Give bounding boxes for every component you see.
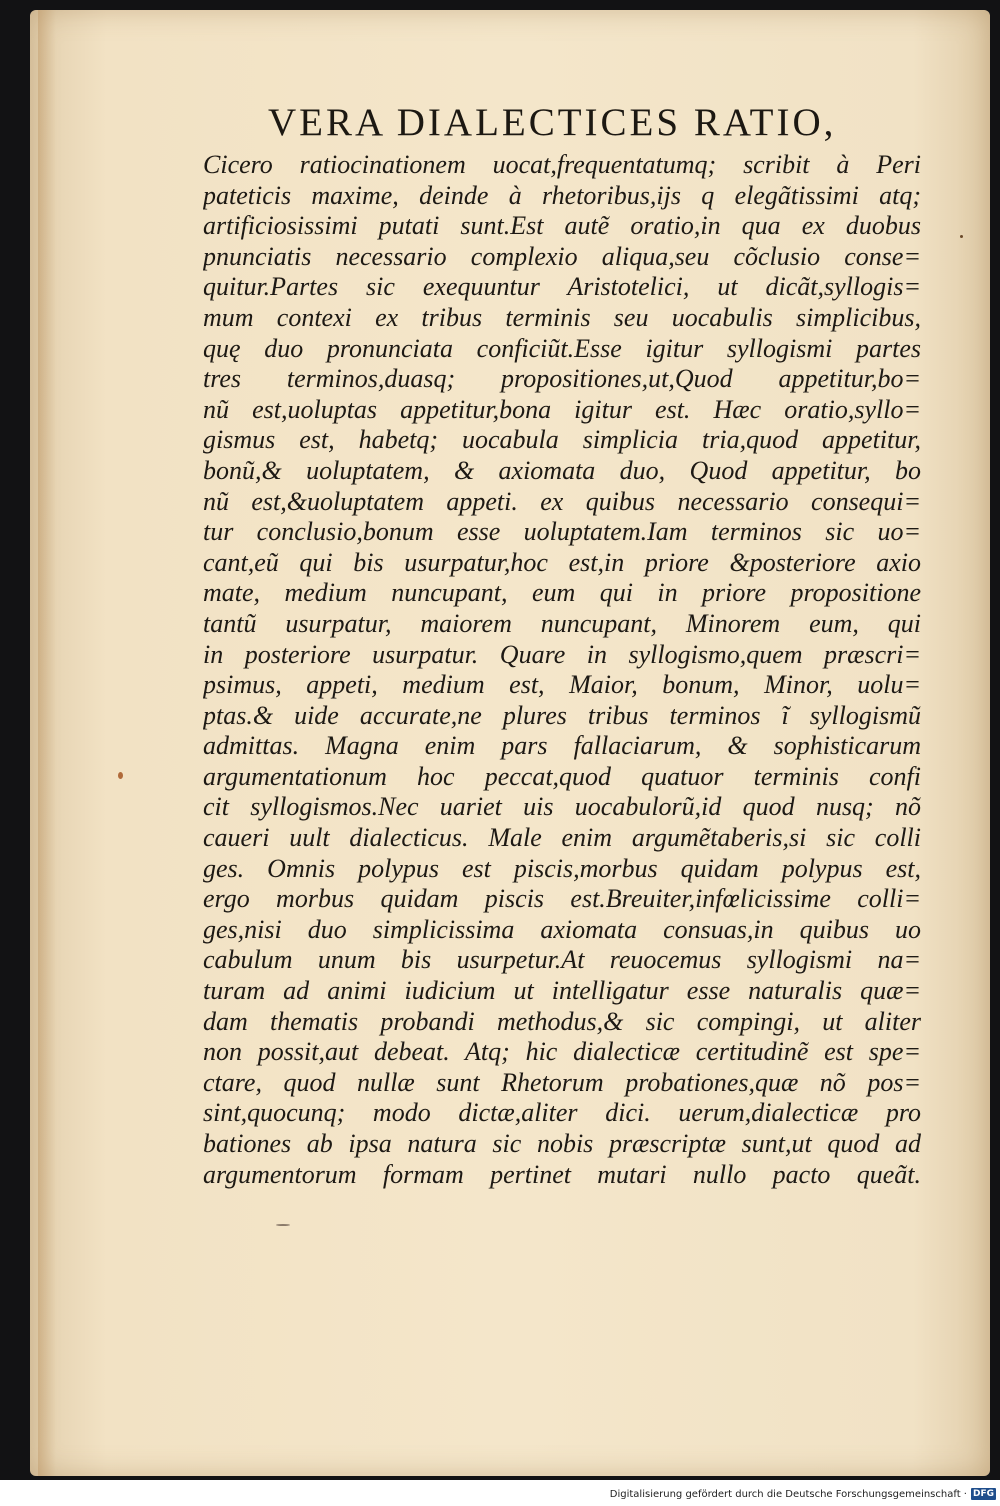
text-line: ges,nisi duo simplicissima axiomata consuas,in quibus uo: [203, 914, 921, 944]
text-line: psimus, appeti, medium est, Maior, bonum, Minor, uolu=: [203, 670, 921, 700]
text-line: non possit,aut debeat. Atq; hic dialecticæ certitudinẽ est spe=: [203, 1037, 921, 1067]
dfg-logo: DFG: [972, 1489, 994, 1499]
text-line: quę duo pronunciata conficiũt.Esse igitur syllogismi partes: [203, 333, 921, 363]
text-line: ges. Omnis polypus est piscis,morbus quidam polypus est,: [203, 853, 921, 883]
text-line: ptas.& uide accurate,ne plures tribus terminos ĩ syllogismũ: [203, 700, 921, 730]
text-line: ergo morbus quidam piscis est.Breuiter,infœlicissime colli=: [203, 884, 921, 914]
text-line: pnunciatis necessario complexio aliqua,seu cõclusio conse=: [203, 241, 921, 271]
text-line: turam ad animi iudicium ut intelligatur esse naturalis quæ=: [203, 976, 921, 1006]
text-line: cabulum unum bis usurpetur.At reuocemus syllogismi na=: [203, 945, 921, 975]
text-line: mum contexi ex tribus terminis seu uocabulis simplicibus,: [203, 302, 921, 332]
text-line: tur conclusio,bonum esse uoluptatem.Iam terminos sic uo=: [203, 517, 921, 547]
text-line: quitur.Partes sic exequuntur Aristotelici, ut dicãt,syllogis=: [203, 272, 921, 302]
text-line: argumentationum hoc peccat,quod quatuor terminis confi: [203, 761, 921, 791]
text-line: bonũ,& uoluptatem, & axiomata duo, Quod appetitur, bo: [203, 455, 921, 485]
text-line: mate, medium nuncupant, eum qui in priore propositione: [203, 578, 921, 608]
text-line: argumentorum formam pertinet mutari nullo pacto queãt.: [203, 1159, 921, 1189]
text-line: sint,quocunq; modo dictæ,aliter dici. uerum,dialecticæ pro: [203, 1098, 921, 1128]
text-line: pateticis maxime, deinde à rhetoribus,ijs q elegãtissimi atq;: [203, 180, 921, 210]
ink-speck: [118, 772, 123, 779]
digitization-credit: Digitalisierung gefördert durch die Deutsche Forschungsgemeinschaft ·: [609, 1488, 967, 1500]
text-line: nũ est,uoluptas appetitur,bona igitur est. Hæc oratio,syllo=: [203, 394, 921, 424]
text-line: ctare, quod nullæ sunt Rhetorum probationes,quæ nõ pos=: [203, 1067, 921, 1097]
ink-speck: [960, 235, 963, 238]
digitization-footer: [0, 1486, 996, 1502]
text-line: admittas. Magna enim pars fallaciarum, & sophisticarum: [203, 731, 921, 761]
text-line: tantũ usurpatur, maiorem nuncupant, Minorem eum, qui: [203, 608, 921, 638]
text-line: artificiosissimi putati sunt.Est autẽ oratio,in qua ex duobus: [203, 211, 921, 241]
text-line: cant,eũ qui bis usurpatur,hoc est,in priore &posteriore axio: [203, 547, 921, 577]
text-line: bationes ab ipsa natura sic nobis præscriptæ sunt,ut quod ad: [203, 1129, 921, 1158]
text-line: tres terminos,duasq; propositiones,ut,Quod appetitur,bo=: [203, 364, 921, 394]
text-line: in posteriore usurpatur. Quare in syllogismo,quem præscri=: [203, 639, 921, 669]
text-line: gismus est, habetq; uocabula simplicia tria,quod appetitur,: [203, 425, 921, 455]
text-line: nũ est,&uoluptatem appeti. ex quibus necessario consequi=: [203, 486, 921, 516]
text-line: caueri uult dialecticus. Male enim argumẽtaberis,si sic colli: [203, 823, 921, 853]
running-head: VERA DIALECTICES RATIO,: [268, 101, 837, 144]
body-text: [203, 150, 923, 1190]
text-line: dam thematis probandi methodus,& sic compingi, ut aliter: [203, 1006, 921, 1036]
ink-speck: [276, 1224, 290, 1226]
text-line: Cicero ratiocinationem uocat,frequentatumq; scribit à Peri: [203, 150, 921, 179]
text-line: cit syllogismos.Nec uariet uis uocabulorũ,id quod nusq; nõ: [203, 792, 921, 822]
page-edge-stain: [38, 10, 56, 1476]
